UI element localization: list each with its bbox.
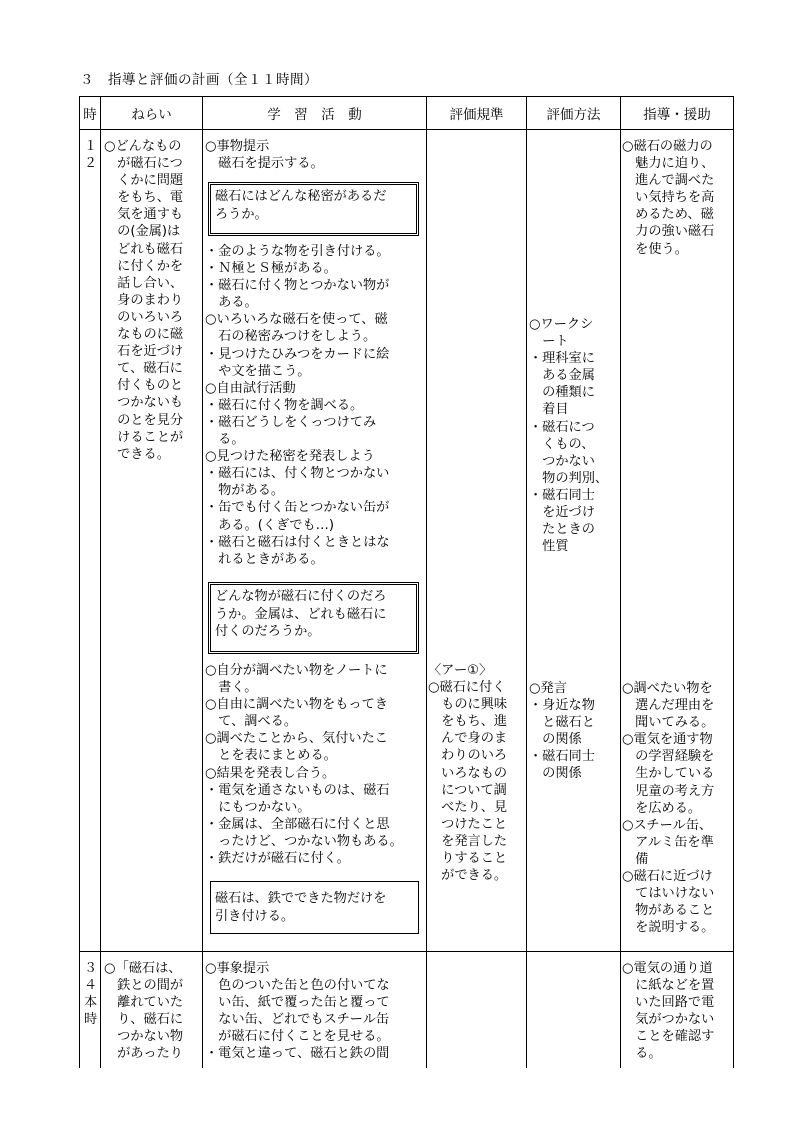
header-aim: ねらい — [131, 106, 172, 123]
row2-aim: ○「磁石は、 鉄との間が 離れていた り、磁石に つかない物 があったり — [104, 961, 184, 1062]
row1-time: １ ２ — [84, 139, 98, 172]
row1-method-worksheet: ○ワークシ ート ・理科室に ある金属 の種類に 着目 ・磁石につ くもの、 つかない 物の判別、 ・磁石同士 を近づけ たときの 性質 — [529, 317, 609, 555]
table-border-left — [79, 96, 80, 1068]
row1-aim: ○どんなもの が磁石につ くかに問題 をもち、電 気を通すも の(金属)は どれも磁石 に付くかを 話し合い、 身のまわり のいろいろ なものに磁 石を近づけ て、磁石に 付くものと つかないも のとを見分 けることが できる。 — [104, 139, 184, 462]
row1-support-magnet: ○磁石の磁力の 魅力に迫り、 進んで調べた い気持ちを高 めるため、磁 力の強い磁石 を使う。 — [622, 139, 715, 257]
table-divider — [202, 96, 203, 1068]
row2-time: ３ ４ 本 時 — [84, 961, 98, 1028]
table-divider — [620, 96, 621, 1068]
row1-activity-investigation: ○自分が調べたい物をノートに 書く。 ○自由に調べたい物をもってき て、調べる。 ○調べたことから、気付いたこ とを表にまとめる。 ○結果を発表し合う。 ・電気を通さないものは、磁石 にもつかない。 ・金属は、全部磁石に付くと思 ったけど、つかない物もある。 ・鉄だけが磁石に付く。 — [205, 663, 403, 867]
conclusion-box: 磁石は、鉄でできた物だけを 引き付ける。 — [210, 881, 419, 934]
row1-activity-intro: ○事物提示 磁石を提示する。 — [205, 139, 324, 172]
table-divider — [100, 96, 101, 1068]
header-criteria: 評価規準 — [449, 106, 504, 123]
table-divider — [526, 96, 527, 1068]
row1-support-investigation: ○調べたい物を 選んだ理由を 聞いてみる。 ○電気を通す物 の学習経験を 生かしている 児童の考え方 を広める。 ○スチール缶、 アルミ缶を準 備 ○磁石に近づけ てはいけない 物があること を説明する。 — [622, 681, 715, 936]
section-heading: ３ 指導と評価の計画（全１１時間） — [80, 72, 318, 88]
table-border-right — [733, 96, 734, 1068]
question-box-metal: どんな物が磁石に付くのだろ うか。金属は、どれも磁石に 付くのだろうか。 — [208, 582, 419, 654]
row2-support: ○電気の通り道 に紙などを置 いた回路で電 気がつかない ことを確認す る。 — [622, 961, 715, 1062]
header-support: 指導・援助 — [643, 106, 711, 123]
header-time: 時 — [83, 106, 97, 123]
row1-method-remarks: ○発言 ・身近な物 と磁石と の関係 ・磁石同士 の関係 — [529, 681, 595, 782]
row-divider — [79, 951, 734, 952]
row2-activity: ○事象提示 色のついた缶と色の付いてな い缶、紙で覆った缶と覆って ない缶、どれでもスチール缶 が磁石に付くことを見せる。 ・電気と違って、磁石と鉄の間 — [205, 961, 390, 1062]
question-box-secret: 磁石にはどんな秘密があるだ ろうか。 — [208, 182, 419, 236]
plan-table — [79, 96, 734, 1068]
table-divider — [426, 96, 427, 1068]
row1-activity-free-trial: ・金のような物を引き付ける。 ・Ｎ極とＳ極がある。 ・磁石に付く物とつかない物が ある。 ○いろいろな磁石を使って、磁 石の秘密みつけをしよう。 ・見つけたひみつをカードに絵 や文を描こう。 ○自由試行活動 ・磁石に付く物を調べる。 ・磁石どうしをくっつけてみ る。 ○見つけた秘密を発表しよう ・磁石には、付く物とつかない 物がある。 ・缶でも付く缶とつかない缶が ある。(くぎでも…) ・磁石と磁石は付くときとはな れるときがある。 — [205, 244, 390, 567]
row1-criteria: 〈アー①〉 ○磁石に付く ものに興味 をもち、進 んで身のま わりのいろ いろなもの について調 べたり、見 つけたこと を発言した りすること ができる。 — [428, 663, 508, 884]
header-divider — [79, 129, 734, 130]
header-method: 評価方法 — [546, 106, 601, 123]
header-activity: 学 習 活 動 — [267, 106, 362, 123]
